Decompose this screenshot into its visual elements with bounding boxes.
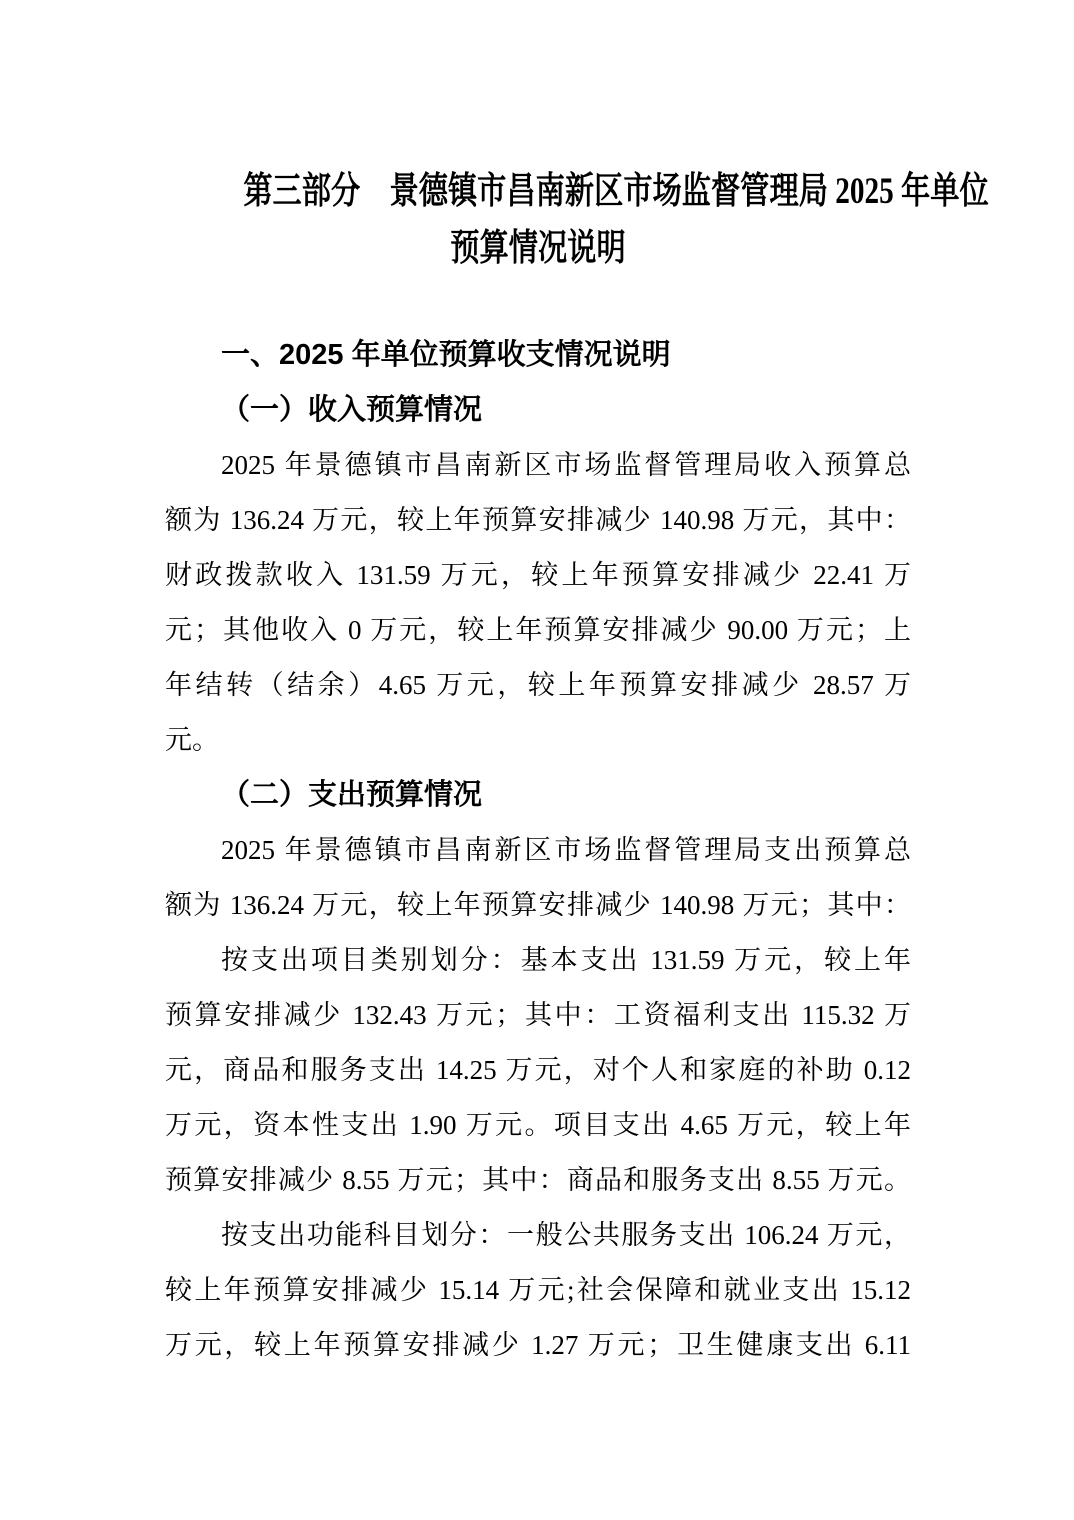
expenditure-section-heading: （二）支出预算情况 <box>221 779 483 811</box>
document-title <box>165 163 989 277</box>
paragraph-line: 万元，资本性支出 1.90 万元。项目支出 4.65 万元，较上年 <box>165 1110 911 1140</box>
paragraph-line: 预算安排减少 132.43 万元；其中：工资福利支出 115.32 万 <box>165 1000 911 1030</box>
main-heading: 一、2025 年单位预算收支情况说明 <box>221 339 671 371</box>
paragraph-line: 较上年预算安排减少 15.14 万元;社会保障和就业支出 15.12 <box>165 1275 911 1305</box>
paragraph-line: 财政拨款收入 131.59 万元，较上年预算安排减少 22.41 万 <box>165 560 911 590</box>
document-content <box>165 163 989 1373</box>
paragraph-line: 2025 年景德镇市昌南新区市场监督管理局支出预算总 <box>221 835 911 865</box>
paragraph-line: 按支出功能科目划分：一般公共服务支出 106.24 万元， <box>221 1220 911 1250</box>
title-line-2: 预算情况说明 <box>450 228 626 269</box>
income-section-heading: （一）收入预算情况 <box>221 394 483 426</box>
paragraph-line: 万元，较上年预算安排减少 1.27 万元；卫生健康支出 6.11 <box>165 1330 911 1360</box>
expenditure-by-category-paragraph <box>165 933 911 1208</box>
paragraph-line: 元，商品和服务支出 14.25 万元，对个人和家庭的补助 0.12 <box>165 1055 911 1085</box>
paragraph-line: 额为 136.24 万元，较上年预算安排减少 140.98 万元；其中： <box>165 890 911 920</box>
expenditure-overview-paragraph <box>165 823 911 933</box>
title-line-1: 第三部分 景德镇市昌南新区市场监督管理局 2025 年单位 <box>243 171 989 212</box>
paragraph-line: 元。 <box>165 725 219 755</box>
income-paragraph <box>165 438 911 768</box>
expenditure-by-function-paragraph <box>165 1208 911 1373</box>
paragraph-line: 元；其他收入 0 万元，较上年预算安排减少 90.00 万元；上 <box>165 615 911 645</box>
paragraph-line: 按支出项目类别划分：基本支出 131.59 万元，较上年 <box>221 945 911 975</box>
paragraph-line: 2025 年景德镇市昌南新区市场监督管理局收入预算总 <box>221 450 911 480</box>
paragraph-line: 年结转（结余）4.65 万元，较上年预算安排减少 28.57 万 <box>165 670 911 700</box>
paragraph-line: 预算安排减少 8.55 万元；其中：商品和服务支出 8.55 万元。 <box>165 1165 911 1195</box>
paragraph-line: 额为 136.24 万元，较上年预算安排减少 140.98 万元，其中： <box>165 505 911 535</box>
